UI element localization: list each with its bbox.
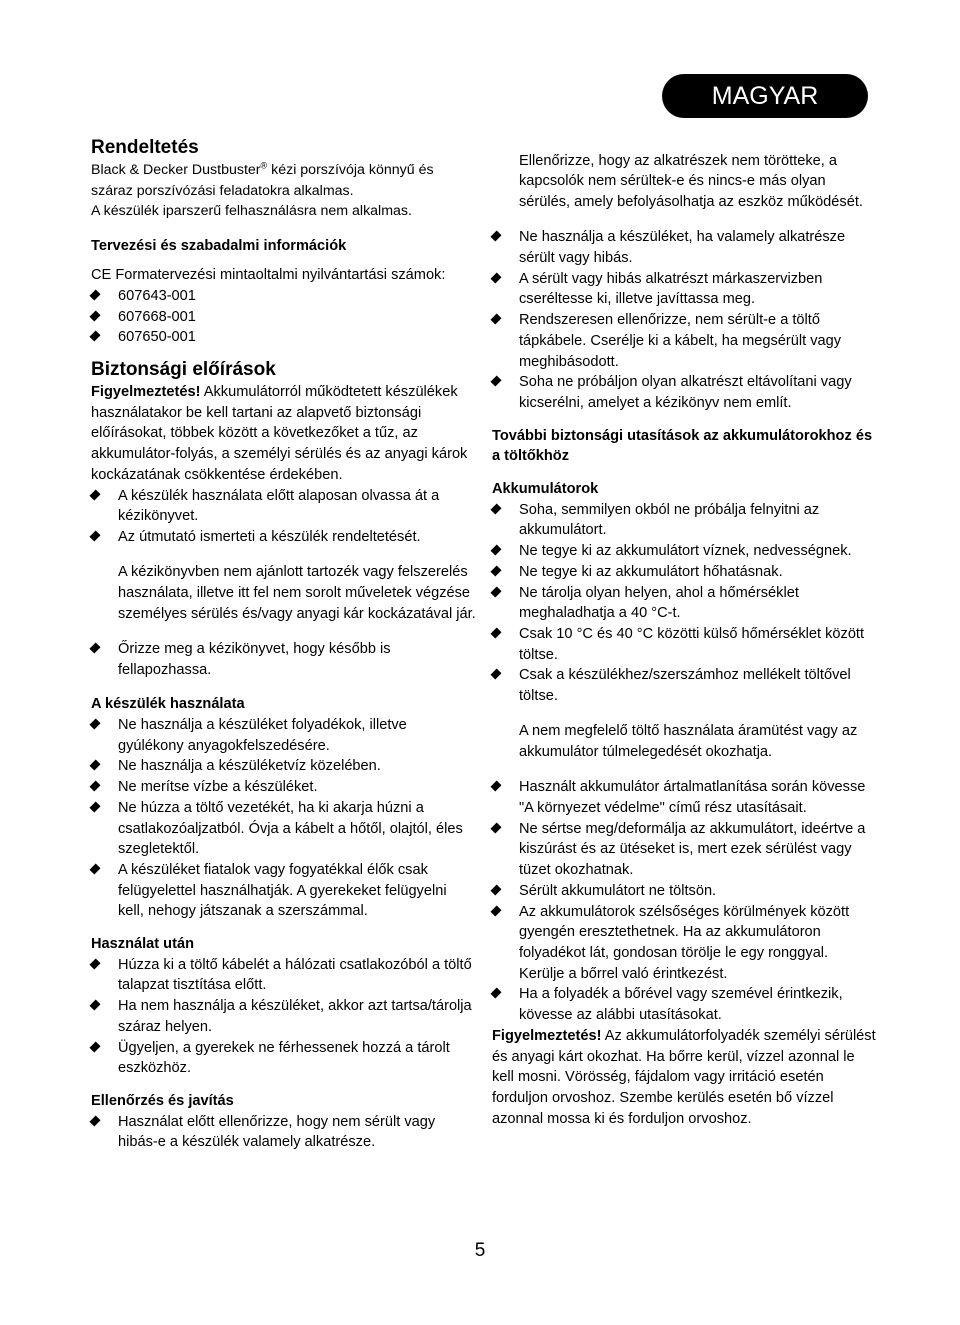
- purpose-heading: Rendeltetés: [91, 137, 199, 158]
- list-item-text: Csak 10 °C és 40 °C közötti külső hőmérséklet között töltse.: [519, 625, 865, 663]
- list-item: [492, 269, 877, 310]
- list-item-text: Ha nem használja a készüléket, akkor azt tartsa/tárolja száraz helyen.: [118, 998, 472, 1035]
- language-badge: MAGYAR: [662, 74, 868, 118]
- diamond-bullet-icon: [91, 1038, 103, 1058]
- diamond-bullet-icon: [492, 881, 504, 901]
- list-item: [492, 984, 877, 1025]
- diamond-bullet-icon: [91, 955, 103, 975]
- diamond-bullet-icon: [492, 819, 504, 839]
- diamond-bullet-icon: [492, 541, 504, 561]
- design-text: CE Formatervezési mintaoltalmi nyilvántartási számok:: [91, 267, 446, 284]
- diamond-bullet-icon: [91, 756, 103, 776]
- list-item-text: A készüléket fiatalok vagy fogyatékkal élők csak felügyelettel használhatják. A gyerekeket felügyelni kell, nehogy játszanak a szerszámmal.: [118, 861, 447, 920]
- check-list: [91, 1112, 476, 1153]
- list-item-text: Soha, semmilyen okból ne próbálja felnyitni az akkumulátort.: [519, 501, 820, 539]
- list-item-text: Ügyeljen, a gyerekek ne férhessenek hozzá a tárolt eszközhöz.: [118, 1039, 450, 1077]
- diamond-bullet-icon: [91, 527, 103, 547]
- list-item: [492, 665, 877, 706]
- use-list: [91, 715, 476, 922]
- list-item: [492, 624, 877, 665]
- list-item: [492, 777, 877, 818]
- list-item-text: Ne merítse vízbe a készüléket.: [118, 779, 318, 796]
- list-item-text: Őrizze meg a kézikönyvet, hogy később is fellapozhassa.: [118, 640, 391, 678]
- list-item: [492, 881, 877, 902]
- diamond-bullet-icon: [91, 486, 103, 506]
- design-heading: Tervezési és szabadalmi információk: [91, 237, 347, 254]
- diamond-bullet-icon: [492, 269, 504, 289]
- diamond-bullet-icon: [492, 624, 504, 644]
- diamond-bullet-icon: [91, 1112, 103, 1132]
- safety-list: [91, 486, 476, 548]
- list-item-text: Ne használja a készüléketvíz közelében.: [118, 758, 381, 775]
- list-item: [492, 902, 877, 985]
- diamond-bullet-icon: [91, 307, 103, 327]
- diamond-bullet-icon: [492, 777, 504, 797]
- diamond-bullet-icon: [492, 227, 504, 247]
- list-item: [91, 777, 476, 798]
- diamond-bullet-icon: [492, 562, 504, 582]
- battery-note: A nem megfelelő töltő használata áramütést vagy az akkumulátor túlmelegedését okozhatja.: [519, 723, 858, 761]
- list-item: [492, 310, 877, 372]
- page-number: 5: [474, 1240, 486, 1261]
- list-item-text: Húzza ki a töltő kábelét a hálózati csatlakozóból a töltő talapzat tisztítása előtt.: [118, 956, 472, 994]
- list-item: [91, 756, 476, 777]
- safety-list-2: [91, 639, 476, 680]
- list-item: [91, 860, 476, 922]
- diamond-bullet-icon: [492, 984, 504, 1004]
- list-item: [492, 372, 877, 413]
- diamond-bullet-icon: [91, 798, 103, 818]
- diamond-bullet-icon: [91, 639, 103, 659]
- list-item: [91, 639, 476, 680]
- check-list-right: [492, 227, 877, 413]
- list-item-text: A sérült vagy hibás alkatrészt márkaszervizben cseréltesse ki, illetve javíttassa meg.: [519, 270, 823, 308]
- safety-paragraph: A kézikönyvben nem ajánlott tartozék vagy felszerelés használata, illetve itt fel nem sorolt műveletek végzése személyes sérülés és/vagy anyagi kár kockázatával jár.: [118, 564, 476, 622]
- safety-warning: Figyelmeztetés! Akkumulátorról működtetett készülékek használatakor be kell tartani az alapvető biztonsági előírásokat, többek között a következőket a tűz, az akkumulátor-folyás, a személyi sérülés és az anyagi károk kockázatának csökkentése érdekében.: [91, 384, 468, 483]
- battery-warning: Figyelmeztetés! Az akkumulátorfolyadék személyi sérülést és anyagi kárt okozhat. Ha bőrre kerül, vízzel azonnal le kell mosni. Vörösség, fájdalom vagy irritáció esetén forduljon orvoshoz. Szembe kerülés esetén bő vízzel azonnal mossa ki és forduljon orvoshoz.: [492, 1027, 876, 1127]
- diamond-bullet-icon: [492, 902, 504, 922]
- list-item-text: Sérült akkumulátort ne töltsön.: [519, 882, 717, 899]
- list-item-text: Ne tegye ki az akkumulátort víznek, nedvességnek.: [519, 543, 852, 560]
- diamond-bullet-icon: [91, 996, 103, 1016]
- design-numbers-list: [91, 286, 476, 348]
- list-item: [91, 286, 476, 307]
- list-item: [91, 527, 476, 548]
- diamond-bullet-icon: [492, 372, 504, 392]
- diamond-bullet-icon: [91, 286, 103, 306]
- battery-list: [492, 500, 877, 707]
- list-item-text: 607643-001: [118, 287, 196, 304]
- use-heading: A készülék használata: [91, 696, 245, 713]
- list-item: [91, 486, 476, 527]
- battery-list-2: [492, 777, 877, 1025]
- diamond-bullet-icon: [91, 327, 103, 347]
- list-item: [91, 996, 476, 1037]
- list-item: [91, 955, 476, 996]
- after-list: [91, 955, 476, 1079]
- list-item: [91, 307, 476, 328]
- list-item: [91, 798, 476, 860]
- list-item-text: Ne tárolja olyan helyen, ahol a hőmérséklet meghaladhatja a 40 °C-t.: [519, 584, 799, 622]
- list-item: [492, 541, 877, 562]
- list-item-text: Ne használja a készüléket folyadékok, illetve gyúlékony anyagokfelszedésére.: [118, 717, 407, 754]
- list-item-text: Az akkumulátorok szélsőséges körülmények között gyengén eresztethetnek. Ha az akkumulátoron folyadékot lát, gondosan törölje le egy ronggyal. Kerülje a bőrrel való érintkezést.: [519, 903, 850, 982]
- check-continuation: Ellenőrizze, hogy az alkatrészek nem törötteke, a kapcsolók nem sérültek-e és nincs-e más olyan sérülés, amely befolyásolhatja az eszköz működését.: [519, 152, 863, 210]
- battery-heading: Akkumulátorok: [492, 481, 599, 498]
- list-item-text: Ne sértse meg/deformálja az akkumulátort, ideértve a kiszúrást és az ütéseket is, mert ezek sérülést vagy tüzet okozhatnak.: [519, 820, 866, 879]
- list-item-text: Ne tegye ki az akkumulátort hőhatásnak.: [519, 563, 783, 580]
- list-item-text: Ne használja a készüléket, ha valamely alkatrésze sérült vagy hibás.: [519, 229, 846, 266]
- diamond-bullet-icon: [492, 310, 504, 330]
- list-item-text: Ha a folyadék a bőrével vagy szemével érintkezik, kövesse az alábbi utasításokat.: [519, 986, 843, 1024]
- list-item-text: A készülék használata előtt alaposan olvassa át a kézikönyvet.: [118, 487, 440, 525]
- diamond-bullet-icon: [492, 583, 504, 603]
- diamond-bullet-icon: [492, 665, 504, 685]
- diamond-bullet-icon: [91, 860, 103, 880]
- purpose-text: Black & Decker Dustbuster® kézi porszívója könnyű és száraz porszívózási feladatokra alkalmas. A készülék iparszerű felhasználásra nem alkalmas.: [91, 160, 434, 219]
- list-item: [91, 715, 476, 756]
- list-item: [91, 327, 476, 348]
- list-item-text: Használat előtt ellenőrizze, hogy nem sérült vagy hibás-e a készülék valamely alkatrésze.: [118, 1113, 436, 1151]
- left-column: [91, 136, 476, 1153]
- list-item: [492, 500, 877, 541]
- extra-safety-heading: További biztonsági utasítások az akkumulátorokhoz és a töltőkhöz: [492, 427, 873, 465]
- diamond-bullet-icon: [91, 715, 103, 735]
- check-heading: Ellenőrzés és javítás: [91, 1093, 234, 1109]
- list-item: [492, 227, 877, 268]
- list-item-text: Használt akkumulátor ártalmatlanítása során kövesse "A környezet védelme" című rész utasításait.: [519, 779, 866, 817]
- list-item-text: 607668-001: [118, 308, 196, 325]
- list-item: [492, 583, 877, 624]
- after-heading: Használat után: [91, 936, 194, 953]
- safety-heading: Biztonsági előírások: [91, 359, 276, 381]
- list-item-text: Az útmutató ismerteti a készülék rendeltetését.: [118, 528, 421, 545]
- list-item: [492, 819, 877, 881]
- diamond-bullet-icon: [492, 500, 504, 520]
- list-item: [492, 562, 877, 583]
- list-item-text: Ne húzza a töltő vezetékét, ha ki akarja húzni a csatlakozóaljzatból. Óvja a kábelt a hőtől, olajtól, éles szegletektől.: [118, 799, 463, 858]
- list-item-text: Soha ne próbáljon olyan alkatrészt eltávolítani vagy kicserélni, amelyet a kézikönyv nem említ.: [519, 374, 852, 411]
- list-item-text: 607650-001: [118, 329, 196, 346]
- diamond-bullet-icon: [91, 777, 103, 797]
- list-item-text: Rendszeresen ellenőrizze, nem sérült-e a töltő tápkábele. Cserélje ki a kábelt, ha megsérült vagy meghibásodott.: [519, 312, 842, 370]
- list-item: [91, 1038, 476, 1079]
- list-item: [91, 1112, 476, 1153]
- right-column: [492, 136, 877, 1129]
- list-item-text: Csak a készülékhez/szerszámhoz mellékelt töltővel töltse.: [519, 667, 851, 705]
